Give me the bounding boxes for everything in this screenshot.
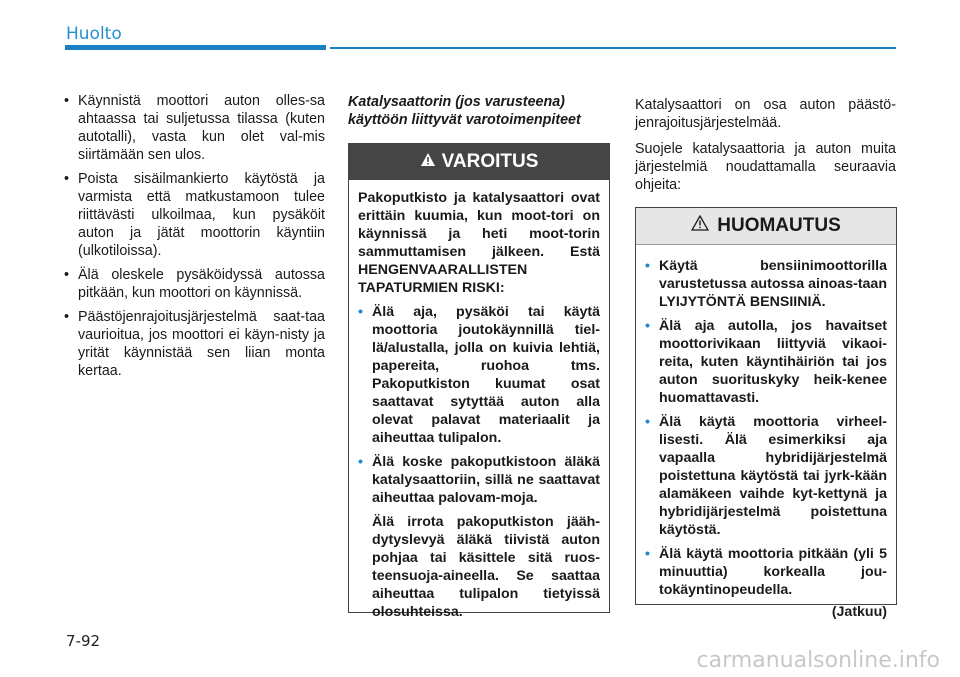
paragraph: Suojele katalysaattoria ja auton muita järjestelmiä noudattamalla seuraavia ohjeita: — [635, 141, 896, 193]
watermark: carmanualsonline.info — [696, 648, 940, 673]
page-number: 7-92 — [66, 632, 101, 650]
list-item: • Älä oleskele pysäköidyssä autossa pitkään, kun moottori on käynnissä. — [64, 267, 325, 301]
notice-bullet: • Älä käytä moottoria virheel-lisesti. Älä esimerkiksi aja vapaalla hybridijärjestelmä poistettuna käytöstä tai jyrk-kään alamäkeen vaihde kyt-kettynä ja hybridijärjestelmä poistettuna käytöstä. — [645, 414, 887, 538]
warning-bullet: • Älä koske pakoputkistoon äläkä katalysaattoriin, sillä ne saattavat aiheuttaa palovam-moja. — [358, 454, 600, 506]
notice-title: HUOMAUTUS — [717, 215, 841, 236]
warning-body — [349, 180, 609, 621]
header-rule-thin — [330, 47, 896, 49]
section-heading: Katalysaattorin (jos varusteena) käyttöön liittyvät varotoimenpiteet — [348, 94, 581, 128]
notice-bullet: • Älä käytä moottoria pitkään (yli 5 minuuttia) korkealla jou-tokäyntinopeudella. — [645, 546, 887, 598]
warning-intro: Pakoputkisto ja katalysaattori ovat erittäin kuumia, kun moot-tori on käynnissä ja heti moot-torin sammuttamisen jälkeen. Estä HENGENVAARALLISTEN TAPATURMIEN RISKI: — [358, 190, 600, 296]
notice-bullet: • Käytä bensiinimoottorilla varustetussa autossa ainoas-taan LYIJYTÖNTÄ BENSIINIÄ. — [645, 258, 887, 310]
paragraph: Katalysaattori on osa auton päästö-jenrajoitusjärjestelmää. — [635, 97, 896, 131]
warning-title: VAROITUS — [441, 151, 539, 172]
warning-bullet-extra: Älä irrota pakoputkiston jääh-dytyslevyä äläkä tiivistä auton pohjaa tai käsittele sitä ruos-teensuoja-aineella. Se saattaa aiheuttaa tulipalon tietyissä olosuhteissa. — [372, 514, 600, 620]
warning-triangle-icon — [691, 215, 709, 237]
notice-header — [636, 208, 896, 245]
continued-label: (Jatkuu) — [831, 604, 887, 620]
notice-bullet: • Älä aja autolla, jos havaitset moottorivikaan liittyviä vikaoi-reita, kuten käyntihäiriön tai jos auton suorituskyky heik-kenee huomattavasti. — [645, 318, 887, 406]
right-column — [635, 96, 896, 202]
notice-box — [635, 207, 897, 620]
bullet-list — [62, 92, 325, 380]
warning-triangle-icon — [420, 151, 436, 173]
list-item: • Poista sisäilmankierto käytöstä ja varmista että matkustamoon tulee riittävästi ulkoilmaa, kun pysäköit auton ja jätät moottorin käyntiin (ulkotiloissa). — [64, 171, 325, 259]
notice-body — [636, 245, 896, 621]
list-item: • Päästöjenrajoitusjärjestelmä saat-taa vaurioitua, jos moottori ei käyn-nisty ja yrität käynnistää sen liian monta kertaa. — [64, 309, 325, 379]
warning-header — [349, 144, 609, 180]
warning-bullet: • Älä aja, pysäköi tai käytä moottoria joutokäynnillä tiel-lä/alustalla, jolla on kuivia lehtiä, papereita, ruohoa tms. Pakoputkiston kuumat osat saattavat sytyttää auton alla olevat palavat materiaalit ja aiheuttaa tulipalon. — [358, 304, 600, 446]
header-rule-thick — [65, 45, 326, 50]
section-title: Huolto — [66, 24, 122, 44]
warning-box — [348, 143, 610, 620]
list-item: • Käynnistä moottori auton olles-sa ahtaassa tai suljetussa tilassa (kuten autotalli), vasta kun olet val-mis siirtämään sen ulos. — [64, 93, 325, 163]
left-column — [62, 92, 325, 386]
